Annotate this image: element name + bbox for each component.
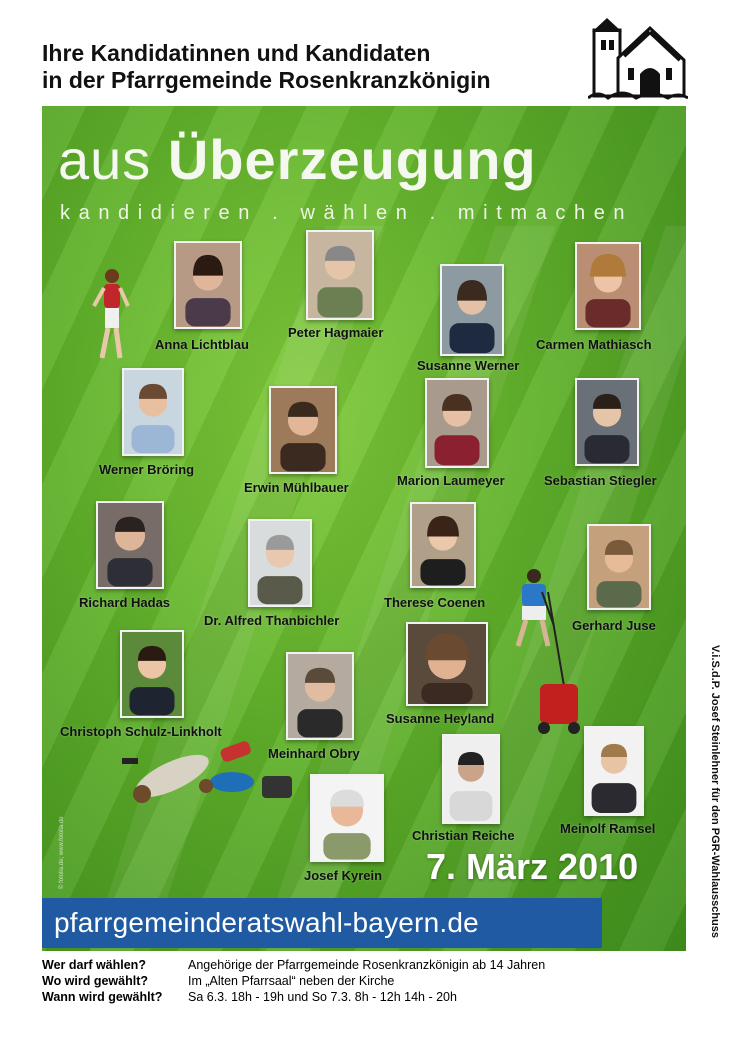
church-logo-icon (588, 16, 688, 100)
candidate-name: Meinolf Ramsel (560, 821, 656, 836)
candidate-name: Richard Hadas (79, 595, 171, 610)
legal-notice: V.i.S.d.P. Josef Steinlehner für den PGR-Wahlausschuss (709, 645, 721, 939)
candidate-photo-werner-broering (122, 368, 184, 456)
candidate-photo-marion-laumeyer (425, 378, 489, 468)
headline-light: aus (58, 128, 152, 191)
candidate-photo-alfred-thanbichler (248, 519, 312, 607)
election-info (42, 957, 545, 1005)
candidate-photo-richard-hadas (96, 501, 164, 589)
candidate-name: Werner Bröring (99, 462, 195, 477)
candidate-name: Gerhard Juse (572, 618, 656, 633)
candidate-name: Sebastian Stiegler (544, 473, 657, 488)
election-date: 7. März 2010 (426, 846, 639, 887)
title-line-2: in der Pfarrgemeinde Rosenkranzkönigin (42, 67, 491, 93)
candidate-photo-susanne-werner (440, 264, 504, 356)
candidate-photo-sebastian-stiegler (575, 378, 639, 466)
info-label: Wer darf wählen? (42, 958, 146, 972)
info-row (42, 957, 545, 973)
candidate-name: Christian Reiche (412, 828, 515, 843)
headline-bold: Überzeugung (167, 128, 537, 191)
page-title (42, 40, 582, 94)
info-label: Wo wird gewählt? (42, 974, 149, 988)
candidate-photo-anna-lichtblau (174, 241, 242, 329)
walking-girl-figure-icon (90, 266, 130, 371)
info-value: Im „Alten Pfarrsaal“ neben der Kirche (188, 974, 395, 988)
candidate-name: Susanne Heyland (386, 711, 495, 726)
candidate-photo-christian-reiche (442, 734, 500, 824)
candidate-name: Meinhard Obry (268, 746, 360, 761)
candidate-photo-josef-kyrein (310, 774, 384, 862)
election-poster (42, 106, 686, 951)
candidate-photo-gerhard-juse (587, 524, 651, 610)
candidate-photo-susanne-heyland (406, 622, 488, 706)
info-row (42, 973, 545, 989)
candidate-name: Christoph Schulz-Linkholt (60, 724, 222, 739)
info-value: Angehörige der Pfarrgemeinde Rosenkranzkönigin ab 14 Jahren (188, 958, 546, 972)
title-line-1: Ihre Kandidatinnen und Kandidaten (42, 40, 431, 66)
candidate-photo-christoph-schulz-linkholt (120, 630, 184, 718)
candidate-photo-therese-coenen (410, 502, 476, 588)
candidate-photo-carmen-mathiasch (575, 242, 641, 330)
candidate-name: Therese Coenen (384, 595, 486, 610)
poster-headline (58, 130, 537, 190)
candidate-photo-meinolf-ramsel (584, 726, 644, 816)
lawnmower-man-figure-icon (504, 566, 584, 761)
candidate-name: Susanne Werner (417, 358, 520, 373)
candidate-name: Carmen Mathiasch (536, 337, 652, 352)
candidate-name: Marion Laumeyer (397, 473, 505, 488)
poster-tagline: kandidieren . wählen . mitmachen (60, 202, 634, 224)
candidate-name: Erwin Mühlbauer (244, 480, 349, 495)
candidate-name: Josef Kyrein (304, 868, 383, 883)
website-url[interactable]: pfarrgemeinderatswahl-bayern.de (54, 907, 479, 938)
candidate-photo-peter-hagmaier (306, 230, 374, 320)
info-label: Wann wird gewählt? (42, 990, 163, 1004)
candidate-photo-meinhard-obry (286, 652, 354, 740)
candidate-photo-erwin-muehlbauer (269, 386, 337, 474)
website-banner (42, 898, 602, 948)
candidate-name: Dr. Alfred Thanbichler (204, 613, 340, 628)
candidate-name: Anna Lichtblau (155, 337, 249, 352)
info-row (42, 989, 545, 1005)
photo-credit: © fotolia.de; www.fotolia.de (59, 816, 65, 889)
candidate-name: Peter Hagmaier (288, 325, 384, 340)
info-value: Sa 6.3. 18h - 19h und So 7.3. 8h - 12h 14h - 20h (188, 990, 457, 1004)
